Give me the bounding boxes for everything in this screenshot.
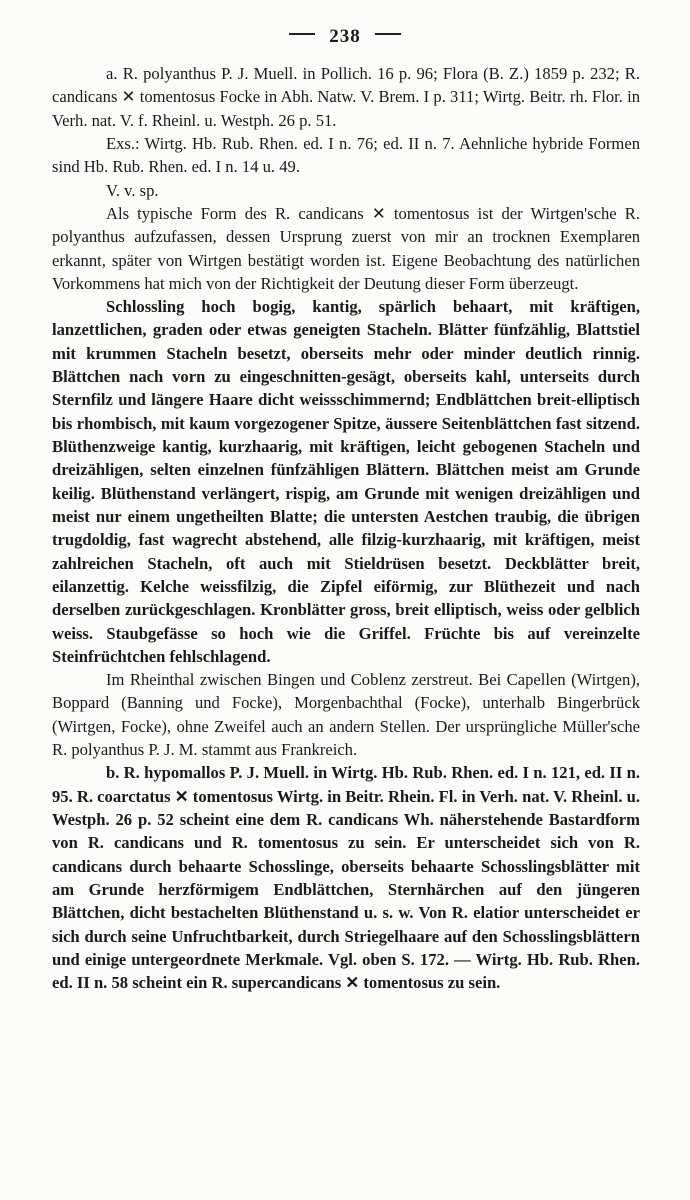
entry-b-hypomallos: b. R. hypomallos P. J. Muell. in Wirtg. Hb. Rub. Rhen. ed. I n. 121, ed. II n. 95. R. coarctatus ✕ tomentosus Wirtg. in Beitr. Rhein. Fl. in Verh. nat. V. Rheinl. u. Westph. 26 p. 52 scheint eine dem R. candicans Wh. näherstehende Bastardform von R. candicans und R. tomentosus zu sein. Er unterscheidet sich von R. candicans durch behaarte Schosslinge, oberseits behaarte Schosslingsblätter mit am Grunde herzförmigem Endblättchen, Sternhärchen auf den jüngeren Blättchen, dicht bestachelten Blüthenstand u. s. w. Von R. elatior unterscheidet er sich durch seine Unfruchtbarkeit, durch Striegelhaare auf den Schosslingsblättern und einige untergeordnete Merkmale. Vgl. oben S. 172. — Wirtg. Hb. Rub. Rhen. ed. II n. 58 scheint ein R. supercandicans ✕ tomentosus zu sein. [52,763,640,993]
typical-form-paragraph: Als typische Form des R. candicans ✕ tomentosus ist der Wirtgen'sche R. polyanthus aufzufassen, dessen Ursprung zuerst von mir an trocknen Exemplaren erkannt, später von Wirtgen bestätigt worden ist. Eigene Beobachtung des natürlichen Vorkommens hat mich von der Richtigkeit der Deutung dieser Form überzeugt. [52,203,640,293]
header-rule-right [375,33,401,35]
distribution-paragraph: Im Rheinthal zwischen Bingen und Coblenz zerstreut. Bei Capellen (Wirtgen), Boppard (Banning und Focke), Morgenbachthal (Focke), unterhalb Bingerbrück (Wirtgen, Focke), ohne Zweifel auch an andern Stellen. Der ursprüngliche Müller'sche R. polyanthus P. J. M. stammt aus Frankreich. [52,670,640,760]
page-header [0,26,690,48]
v-v-sp-line: V. v. sp. [106,180,159,200]
description-paragraph: Schlossling hoch bogig, kantig, spärlich behaart, mit kräftigen, lanzettlichen, graden oder etwas geneigten Stacheln. Blätter fünfzählig, Blattstiel mit krummen Stacheln besetzt, oberseits mehr oder minder deutlich rinnig. Blättchen nach vorn zu eingeschnitten-gesägt, oberseits kahl, unterseits durch Sternfilz und längere Haare dicht weissschimmernd; Endblättchen breit-elliptisch bis rhombisch, mit kaum vorgezogener Spitze, äussere Seitenblättchen fast sitzend. Blüthenzweige kantig, kurzhaarig, mit kräftigen, leicht gebogenen Stacheln und dreizähligen, selten einzelnen fünfzähligen Blättern. Blättchen meist am Grunde keilig. Blüthenstand verlängert, rispig, am Grunde mit wenigen dreizähligen und meist nur einem ungetheilten Blatte; die untersten Aestchen traubig, die übrigen trugdoldig, fast wagrecht abstehend, alle filzig-kurzhaarig, mit kräftigen, meist zahlreichen Stacheln, oft auch mit Stieldrüsen besetzt. Deckblätter breit, eilanzettig. Kelche weissfilzig, die Zipfel eiförmig, zur Blüthezeit und nach derselben zurückgeschlagen. Kronblätter gross, breit elliptisch, weiss oder gelblich weiss. Staubgefässe so hoch wie die Griffel. Früchte bis auf vereinzelte Steinfrüchtchen fehlschlagend. [52,297,640,666]
header-rule-left [289,33,315,35]
page-body [52,62,640,995]
exsiccata-line: Exs.: Wirtg. Hb. Rub. Rhen. ed. I n. 76; ed. II n. 7. Aehnliche hybride Formen sind Hb. Rub. Rhen. ed. I n. 14 u. 49. [52,133,640,177]
page-number: 238 [329,26,361,47]
entry-a-polyanthus: a. R. polyanthus P. J. Muell. in Pollich. 16 p. 96; Flora (B. Z.) 1859 p. 232; R. candicans ✕ tomentosus Focke in Abh. Natw. V. Brem. I p. 311; Wirtg. Beitr. rh. Flor. in Verh. nat. V. f. Rheinl. u. Westph. 26 p. 51. [52,64,640,130]
